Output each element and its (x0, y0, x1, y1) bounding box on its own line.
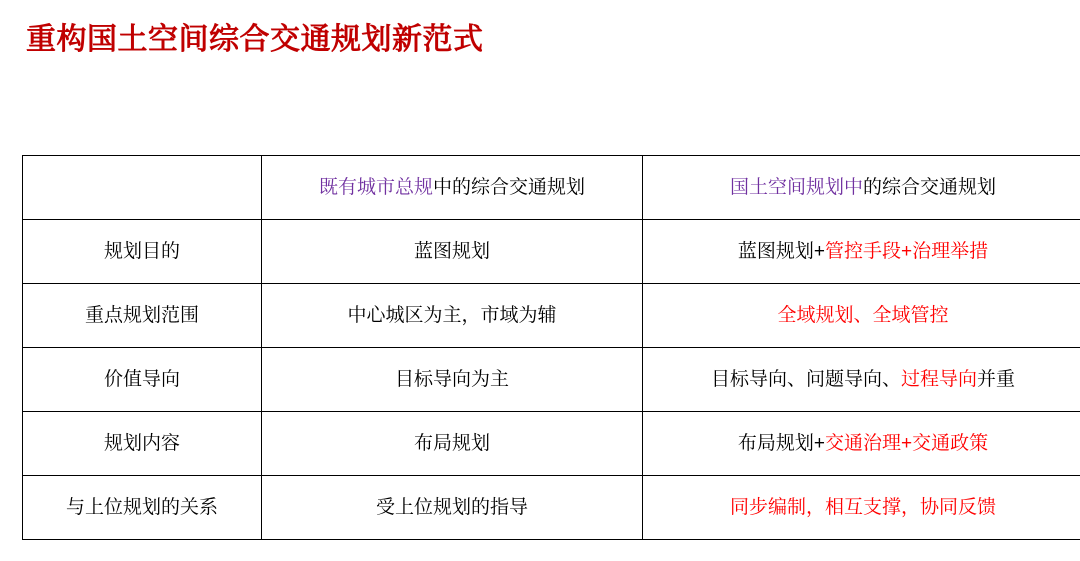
comparison-table (22, 155, 1080, 540)
table-header-row (23, 156, 1080, 220)
row-new-content (643, 412, 1080, 476)
table-row (23, 220, 1080, 284)
table-row (23, 412, 1080, 476)
row-old-value-orientation: 目标导向为主 (262, 348, 643, 412)
row-new-scope (643, 284, 1080, 348)
row-new-value-black2: 并重 (977, 368, 1016, 390)
row-old-scope: 中心城区为主，市域为辅 (262, 284, 643, 348)
row-new-relation-red: 同步编制，相互支撑，协同反馈 (729, 496, 996, 518)
row-old-relation: 受上位规划的指导 (262, 476, 643, 540)
row-old-purpose: 蓝图规划 (262, 220, 643, 284)
table-row (23, 284, 1080, 348)
row-old-content: 布局规划 (262, 412, 643, 476)
row-label-relation: 与上位规划的关系 (23, 476, 262, 540)
row-label-scope: 重点规划范围 (23, 284, 262, 348)
row-label-value-orientation: 价值导向 (23, 348, 262, 412)
header-existing-highlight: 既有城市总规 (318, 176, 433, 198)
header-cell-territorial-spatial-plan (643, 156, 1080, 220)
header-territorial-highlight: 国土空间规划中 (729, 176, 863, 198)
row-new-purpose-red: 管控手段+治理举措 (825, 240, 989, 262)
table-row (23, 476, 1080, 540)
row-label-content: 规划内容 (23, 412, 262, 476)
row-new-scope-red: 全域规划、全域管控 (777, 304, 949, 326)
row-new-value-black1: 目标导向、问题导向、 (710, 368, 901, 390)
header-cell-existing-master-plan (262, 156, 643, 220)
comparison-table-container (22, 155, 1058, 540)
table-row (23, 348, 1080, 412)
row-new-relation (643, 476, 1080, 540)
header-cell-blank (23, 156, 262, 220)
header-existing-rest: 中的综合交通规划 (433, 176, 586, 198)
page-title: 重构国土空间综合交通规划新范式 (26, 23, 484, 56)
row-new-purpose-black1: 蓝图规划+ (737, 240, 825, 262)
row-new-value-red: 过程导向 (900, 368, 977, 390)
row-new-purpose (643, 220, 1080, 284)
row-new-content-black1: 布局规划+ (737, 432, 825, 454)
header-territorial-rest: 的综合交通规划 (863, 176, 997, 198)
row-label-purpose: 规划目的 (23, 220, 262, 284)
row-new-value-orientation (643, 348, 1080, 412)
row-new-content-red: 交通治理+交通政策 (825, 432, 989, 454)
